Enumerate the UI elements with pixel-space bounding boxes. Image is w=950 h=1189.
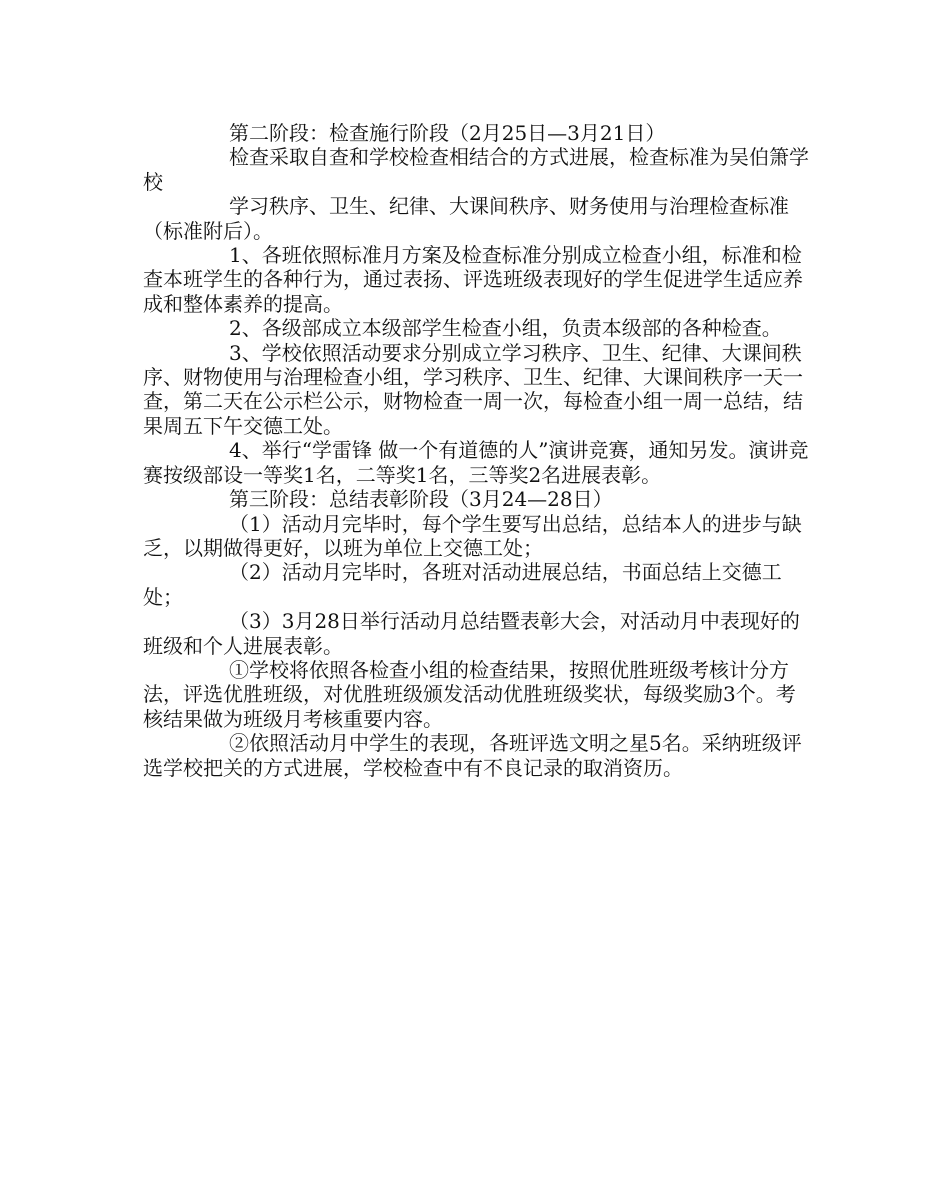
paragraph-check-standards: 学习秩序、卫生、纪律、大课间秩序、财务使用与治理检查标准（标准附后）。 bbox=[143, 194, 789, 243]
stage-two-heading: 第二阶段：检查施行阶段（2月25日—3月21日） bbox=[229, 121, 666, 145]
paragraph-circle-1: ①学校将依照各检查小组的检查结果，按照优胜班级考核计分方法，评选优胜班级，对优胜班级颁发活动优胜班级奖状，每级奖励3个。考核结果做为班级月考核重要内容。 bbox=[143, 657, 796, 731]
paragraph-item-1: 1、各班依照标准月方案及检查标准分别成立检查小组，标准和检查本班学生的各种行为，通过表扬、评选班级表现好的学生促进学生适应养成和整体素养的提高。 bbox=[143, 243, 803, 316]
paragraph-sub-2: （2）活动月完毕时，各班对活动进展总结，书面总结上交德工处； bbox=[143, 560, 782, 609]
paragraph-item-4: 4、举行“学雷锋 做一个有道德的人”演讲竞赛，通知另发。演讲竞赛按级部设一等奖1名，二等奖1名，三等奖2名进展表彰。 bbox=[143, 438, 809, 487]
stage-three-heading: 第三阶段：总结表彰阶段（3月24—28日） bbox=[229, 487, 613, 512]
paragraph-check-method: 检查采取自查和学校检查相结合的方式进展，检查标准为吴伯箫学校 bbox=[143, 145, 809, 194]
document-body bbox=[143, 121, 815, 780]
paragraph-item-3: 3、学校依照活动要求分别成立学习秩序、卫生、纪律、大课间秩序、财物使用与治理检查小组，学习秩序、卫生、纪律、大课间秩序一天一查，第二天在公示栏公示，财物检查一周一次，每检查小组一周一总结，结果周五下午交德工处。 bbox=[143, 340, 803, 438]
paragraph-item-2: 2、各级部成立本级部学生检查小组，负责本级部的各种检查。 bbox=[229, 316, 782, 341]
paragraph-sub-3: （3）3月28日举行活动月总结暨表彰大会，对活动月中表现好的班级和个人进展表彰。 bbox=[143, 609, 800, 658]
paragraph-circle-2: ②依照活动月中学生的表现，各班评选文明之星5名。采纳班级评选学校把关的方式进展，学校检查中有不良记录的取消资历。 bbox=[143, 731, 802, 780]
paragraph-sub-1: （1）活动月完毕时，每个学生要写出总结，总结本人的进步与缺乏，以期做得更好，以班为单位上交德工处； bbox=[143, 511, 802, 560]
